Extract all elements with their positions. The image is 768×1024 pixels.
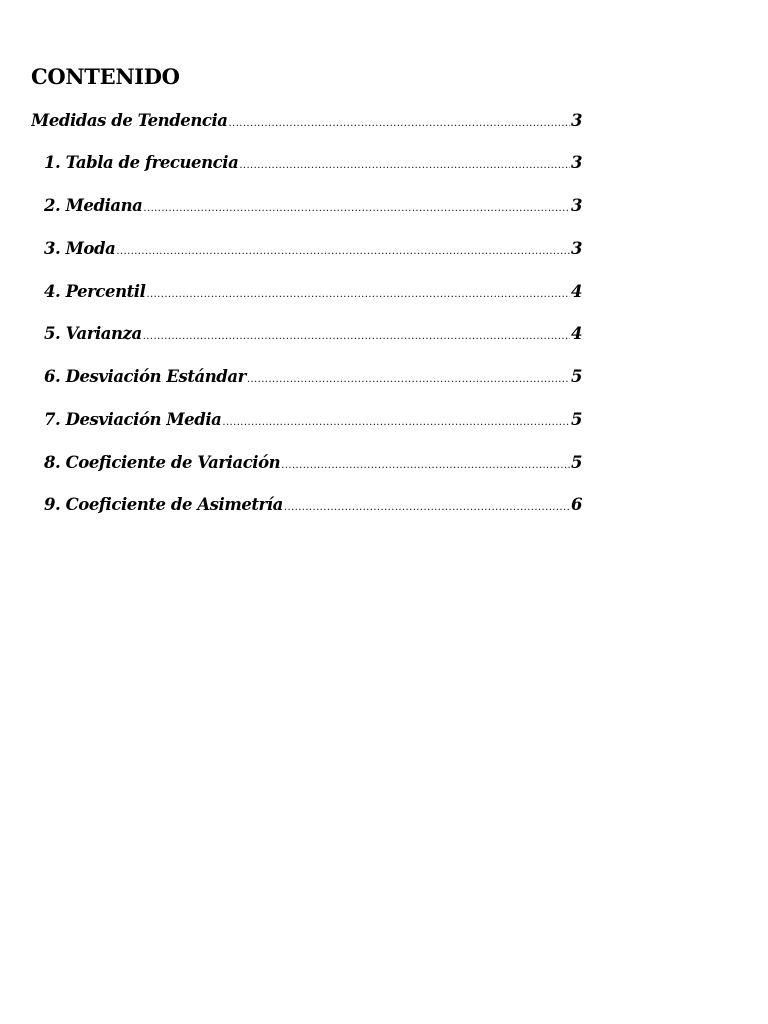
toc-entry-coeficiente-de-asimetria[interactable] [44, 492, 582, 518]
toc-entry-percentil[interactable] [44, 279, 582, 305]
toc-page-number: 3 [570, 239, 582, 258]
toc-entry-text: 6. Desviación Estándar [44, 367, 246, 386]
toc-entry-mediana[interactable] [44, 193, 582, 219]
toc-entry-medidas-de-tendencia[interactable] [31, 108, 582, 134]
toc-entry-moda[interactable] [44, 236, 582, 262]
toc-dot-leader [284, 495, 570, 518]
toc-dot-leader [146, 282, 570, 305]
toc-dot-leader [116, 239, 570, 262]
toc-entry-text: 8. Coeficiente de Variación [44, 453, 281, 472]
toc-dot-leader [239, 153, 570, 176]
toc-entry-text: 1. Tabla de frecuencia [44, 153, 239, 172]
toc-entry-desviacion-estandar[interactable] [44, 364, 582, 390]
toc-entry-text: 3. Moda [44, 239, 116, 258]
toc-page-number: 3 [570, 196, 582, 215]
toc-dot-leader [143, 196, 570, 219]
toc-entry-text: 5. Varianza [44, 324, 142, 343]
toc-dot-leader [247, 367, 570, 390]
toc-entry-desviacion-media[interactable] [44, 407, 582, 433]
toc-page-number: 3 [570, 153, 582, 172]
toc-entry-text: 9. Coeficiente de Asimetría [44, 495, 283, 514]
toc-page-number: 4 [570, 282, 582, 301]
toc-entry-text: 7. Desviación Media [44, 410, 222, 429]
toc-entry-coeficiente-de-variacion[interactable] [44, 450, 582, 476]
toc-title: CONTENIDO [31, 64, 180, 89]
toc-page-number: 4 [570, 324, 582, 343]
toc-dot-leader [143, 324, 570, 347]
toc-dot-leader [229, 111, 570, 134]
toc-page-number: 5 [570, 410, 582, 429]
toc-entry-text: Medidas de Tendencia [31, 111, 228, 130]
toc-page-number: 5 [570, 453, 582, 472]
toc-entry-tabla-de-frecuencia[interactable] [44, 150, 582, 176]
toc-entry-text: 2. Mediana [44, 196, 143, 215]
toc-page-number: 5 [570, 367, 582, 386]
toc-dot-leader [281, 453, 570, 476]
toc-page-number: 6 [570, 495, 582, 514]
toc-entry-varianza[interactable] [44, 321, 582, 347]
toc-entry-text: 4. Percentil [44, 282, 146, 301]
toc-dot-leader [222, 410, 570, 433]
toc-page-number: 3 [570, 111, 582, 130]
